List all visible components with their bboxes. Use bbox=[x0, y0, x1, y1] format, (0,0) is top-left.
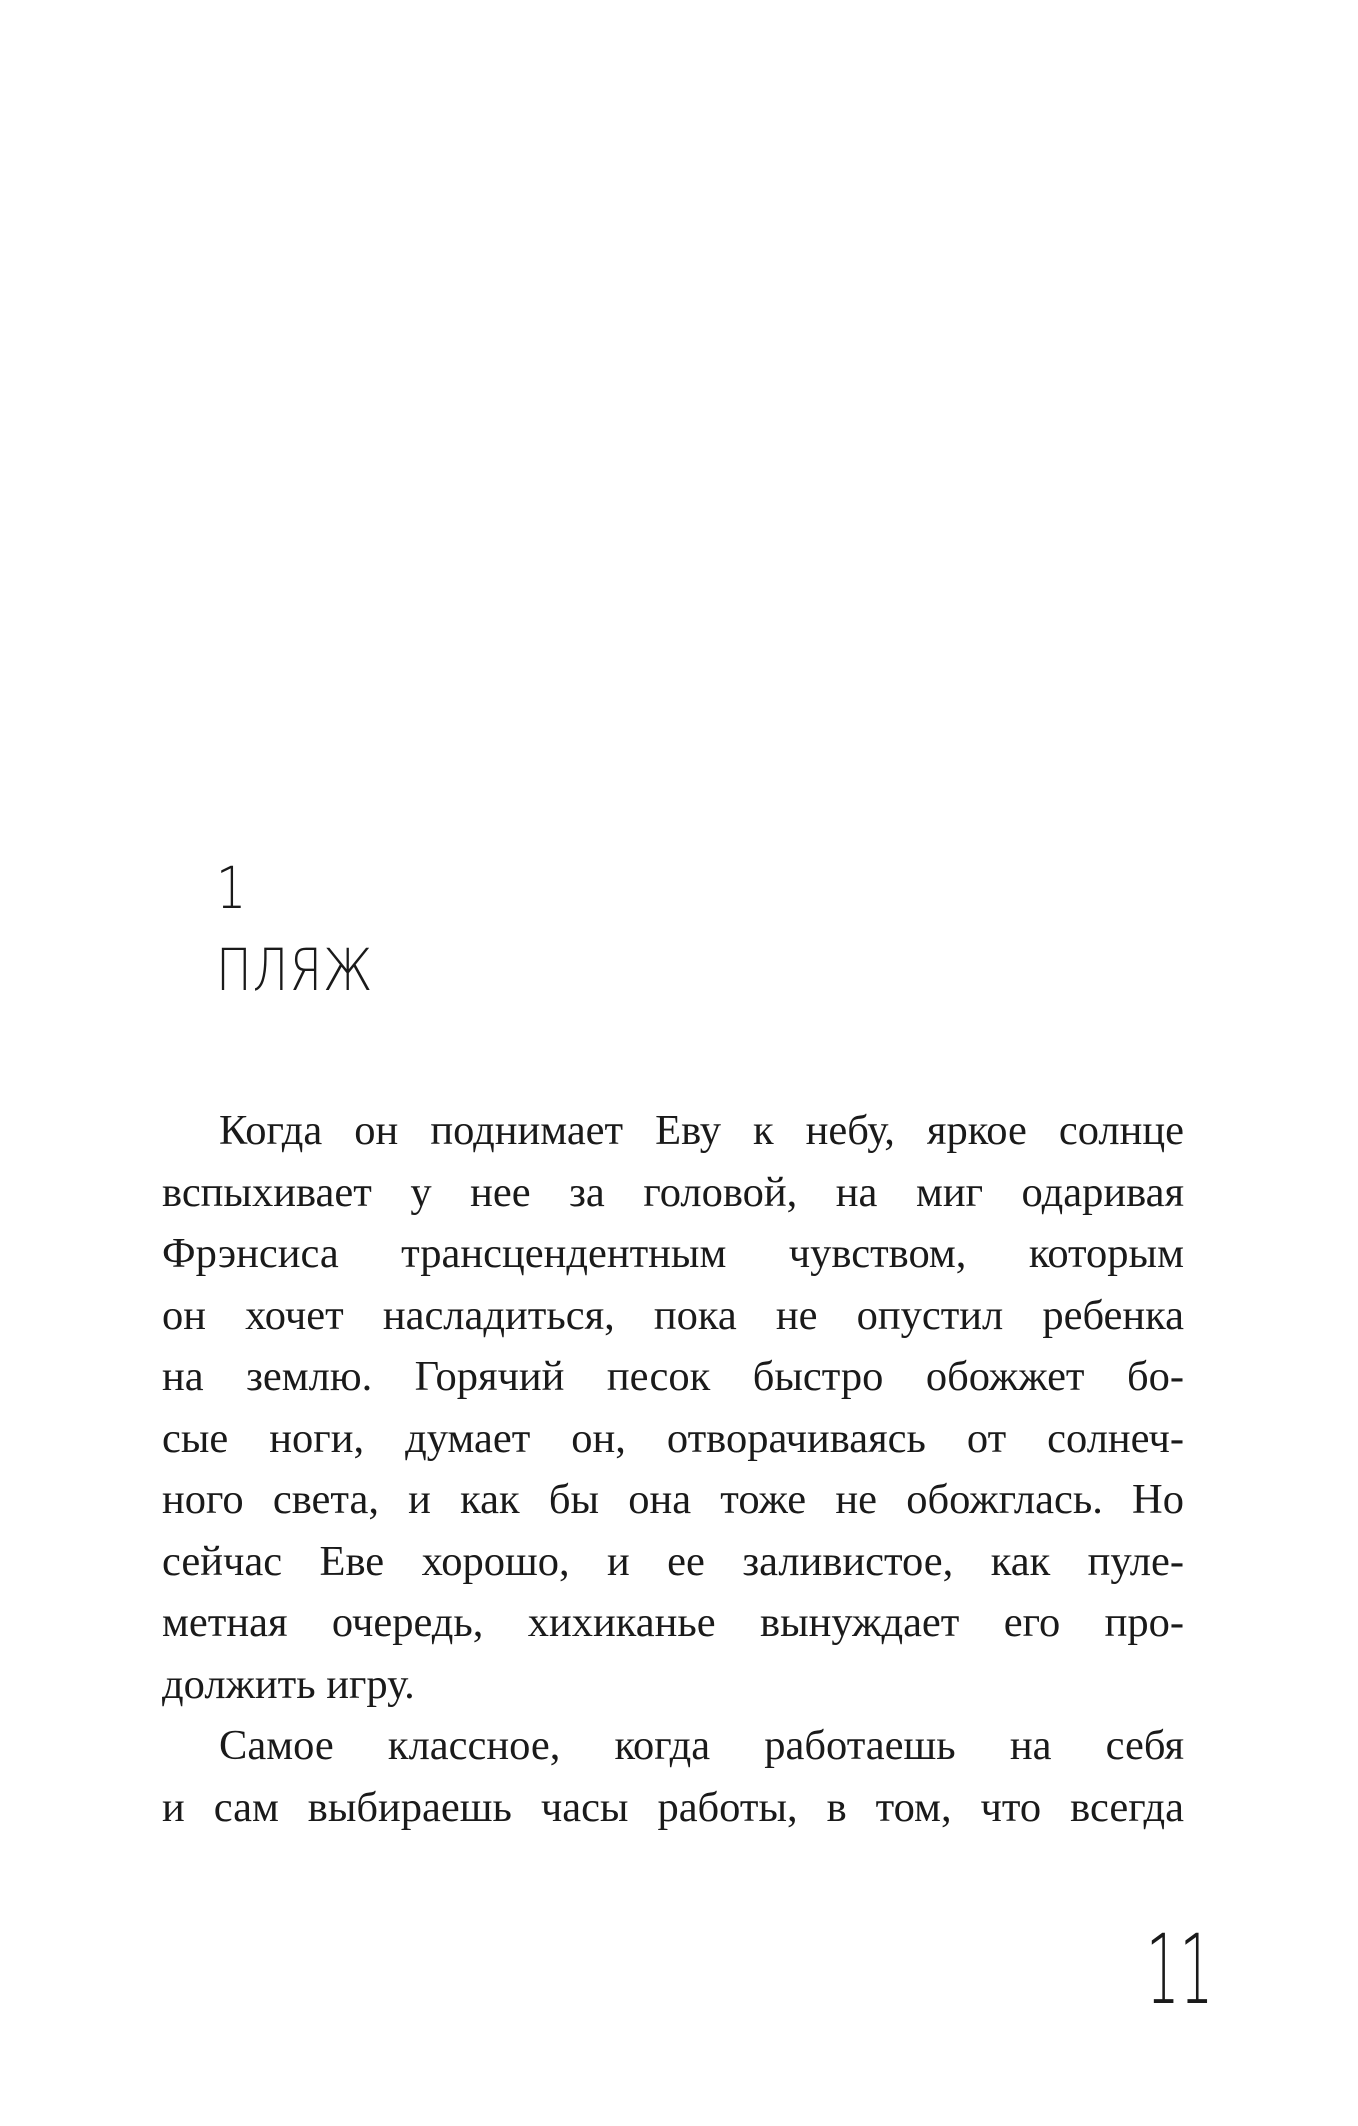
body-text bbox=[162, 1100, 1184, 1838]
text-line: метная очередь, хихиканье вынуждает его про- bbox=[162, 1599, 1184, 1646]
chapter-title: ПЛЯЖ bbox=[216, 936, 374, 1004]
text-line: Когда он поднимает Еву к небу, яркое солнце bbox=[219, 1107, 1184, 1154]
text-line: на землю. Горячий песок быстро обожжет бо- bbox=[162, 1353, 1184, 1400]
text-line: ного света, и как бы она тоже не обожглась. Но bbox=[162, 1476, 1184, 1523]
text-line: и сам выбираешь часы работы, в том, что всегда bbox=[162, 1783, 1184, 1831]
text-line: сые ноги, думает он, отворачиваясь от солнеч- bbox=[162, 1414, 1184, 1462]
text-line: сейчас Еве хорошо, и ее заливистое, как пуле- bbox=[162, 1537, 1184, 1585]
text-line: Самое классное, когда работаешь на себя bbox=[219, 1722, 1184, 1769]
text-line: он хочет насладиться, пока не опустил ребенка bbox=[162, 1291, 1184, 1339]
paragraph-1 bbox=[162, 1100, 1184, 1715]
text-line: должить игру. bbox=[162, 1660, 415, 1708]
chapter-number: 1 bbox=[216, 854, 248, 922]
page-number: 11 bbox=[1146, 1914, 1214, 2026]
text-line: Фрэнсиса трансцендентным чувством, которым bbox=[162, 1230, 1184, 1277]
paragraph-2 bbox=[162, 1715, 1184, 1838]
text-line: вспыхивает у нее за головой, на миг одаривая bbox=[162, 1168, 1184, 1216]
